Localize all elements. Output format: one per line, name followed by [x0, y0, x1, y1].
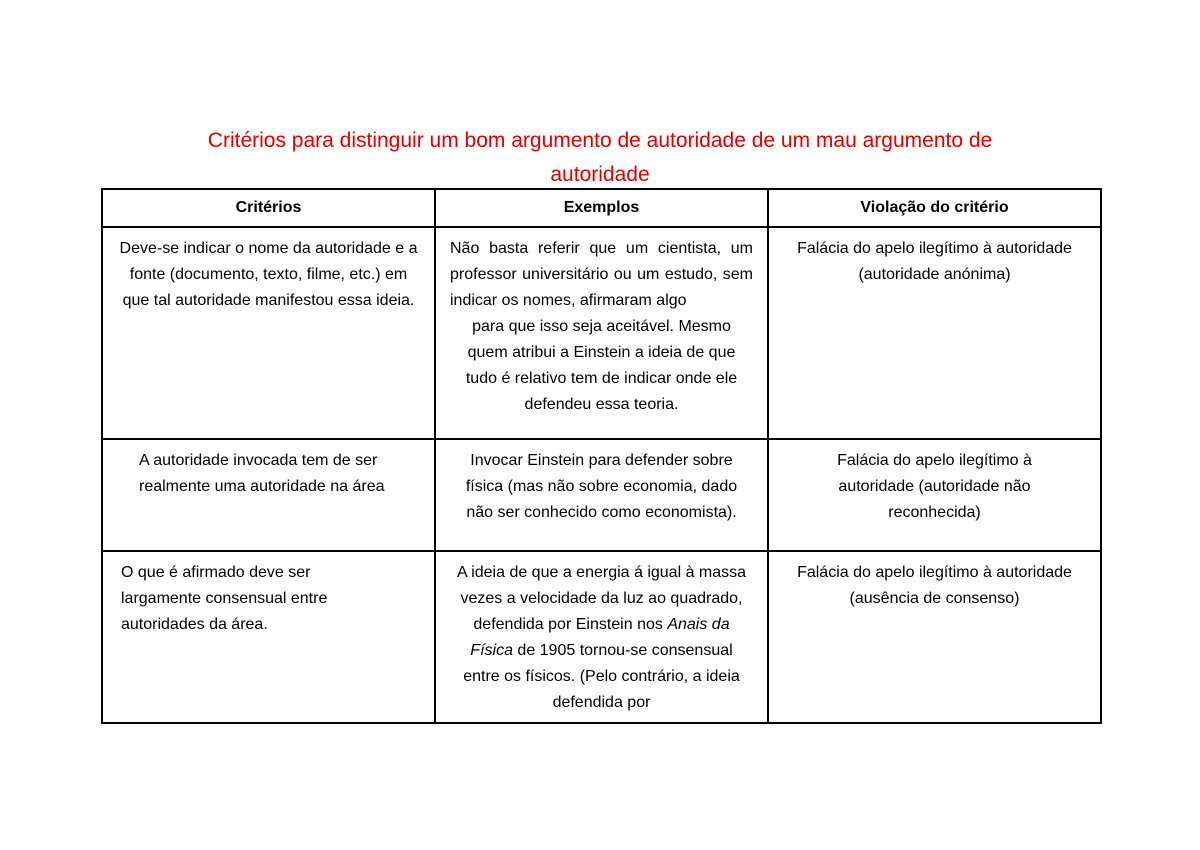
column-header-criterios: Critérios: [102, 189, 435, 227]
criterio-text: O que é afirmado deve ser largamente consensual entre autoridades da área.: [121, 564, 328, 633]
table-row: [102, 227, 1101, 439]
violacao-cell: [768, 439, 1101, 551]
exemplo-text-italic: Anais da Física: [470, 616, 730, 659]
violacao-text: Falácia do apelo ilegítimo à autoridade (autoridade anónima): [797, 240, 1072, 283]
criterio-text: Deve-se indicar o nome da autoridade e a fonte (documento, texto, filme, etc.) em que tal autoridade manifestou essa ideia.: [119, 240, 418, 309]
exemplo-text-justified: Não basta referir que um cientista, um professor universitário ou um estudo, sem indicar os nomes, afirmaram algo: [450, 240, 753, 309]
table-row: [102, 551, 1101, 723]
table-row: [102, 439, 1101, 551]
violacao-cell: [768, 227, 1101, 439]
violacao-text: Falácia do apelo ilegítimo à autoridade (ausência de consenso): [797, 564, 1072, 607]
exemplo-cell: [435, 551, 768, 723]
title-line-1: Critérios para distinguir um bom argumento de autoridade de um mau argumento de: [207, 129, 993, 152]
criterio-cell: [102, 439, 435, 551]
column-header-exemplos: Exemplos: [435, 189, 768, 227]
column-header-violacao: Violação do critério: [768, 189, 1101, 227]
criteria-table: [101, 188, 1102, 724]
document-title: [100, 124, 1100, 192]
violacao-cell: [768, 551, 1101, 723]
criterio-text: A autoridade invocada tem de ser realmente uma autoridade na área: [139, 452, 385, 495]
criterio-cell: [102, 551, 435, 723]
title-line-2: autoridade: [550, 163, 650, 186]
exemplo-text-prefix: A ideia de que a energia á igual à massa vezes a velocidade da luz ao quadrado, defendida por Einstein nos: [456, 564, 747, 633]
criterio-cell: [102, 227, 435, 439]
exemplo-text-suffix: de 1905 tornou-se consensual entre os físicos. (Pelo contrário, a ideia defendida por: [463, 642, 740, 711]
exemplo-text-centered: para que isso seja aceitável. Mesmo quem atribui a Einstein a ideia de que tudo é relativo tem de indicar onde ele defendeu essa teoria.: [465, 318, 738, 413]
violacao-text: Falácia do apelo ilegítimo à autoridade (autoridade não reconhecida): [837, 452, 1032, 521]
exemplo-cell: [435, 227, 768, 439]
exemplo-text: Invocar Einstein para defender sobre física (mas não sobre economia, dado não ser conhecido como economista).: [465, 452, 738, 521]
table-header-row: [102, 189, 1101, 227]
exemplo-cell: [435, 439, 768, 551]
